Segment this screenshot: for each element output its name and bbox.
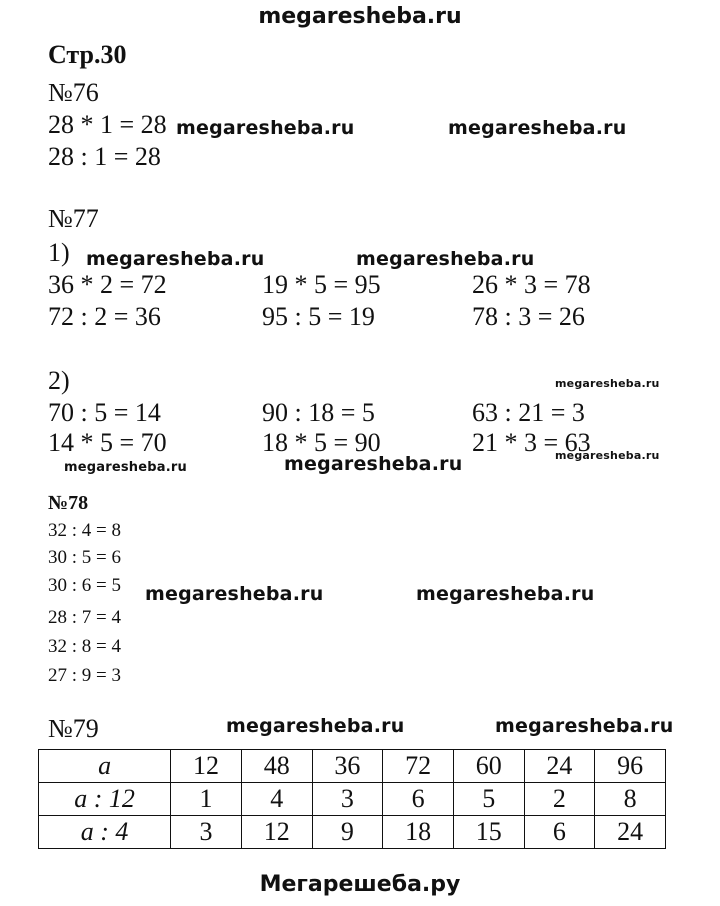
table-cell: 60: [453, 750, 524, 783]
problem-78-number: №78: [48, 492, 89, 514]
watermark: megaresheba.ru: [448, 117, 627, 139]
row-header: a: [39, 750, 171, 783]
table-cell: 15: [453, 816, 524, 849]
problem-77-1-col3-line2: 78 : 3 = 26: [472, 302, 585, 331]
problem-77-2-col2-line1: 90 : 18 = 5: [262, 398, 375, 427]
problem-77-1-col2-line1: 19 * 5 = 95: [262, 270, 381, 299]
problem-76-number: №76: [48, 78, 99, 107]
problem-78-line-2: 30 : 5 = 6: [48, 547, 121, 568]
table-cell: 6: [524, 816, 595, 849]
row-header: a : 12: [39, 783, 171, 816]
problem-77-part-2-label: 2): [48, 366, 70, 395]
problem-77-number: №77: [48, 204, 99, 233]
site-header: megaresheba.ru: [258, 4, 462, 29]
problem-78-line-6: 27 : 9 = 3: [48, 665, 121, 686]
table-cell: 12: [241, 816, 312, 849]
table-row: [39, 816, 666, 849]
watermark: megaresheba.ru: [555, 449, 660, 462]
watermark: megaresheba.ru: [356, 248, 535, 270]
table-cell: 12: [171, 750, 242, 783]
table-cell: 18: [383, 816, 454, 849]
problem-76-line-2: 28 : 1 = 28: [48, 142, 161, 171]
problem-78-line-1: 32 : 4 = 8: [48, 520, 121, 541]
problem-77-part-1-label: 1): [48, 238, 70, 267]
table-cell: 72: [383, 750, 454, 783]
table-cell: 9: [312, 816, 383, 849]
watermark: megaresheba.ru: [284, 453, 463, 475]
problem-78-line-3: 30 : 6 = 5: [48, 575, 121, 596]
table-cell: 24: [595, 816, 666, 849]
problem-77-2-col3-line1: 63 : 21 = 3: [472, 398, 585, 427]
problem-79-table: [38, 749, 666, 849]
watermark: megaresheba.ru: [226, 715, 405, 737]
watermark: megaresheba.ru: [416, 583, 595, 605]
table-cell: 36: [312, 750, 383, 783]
problem-77-1-col1-line2: 72 : 2 = 36: [48, 302, 161, 331]
table-cell: 24: [524, 750, 595, 783]
page-title: Стр.30: [48, 40, 127, 69]
table-cell: 2: [524, 783, 595, 816]
watermark: megaresheba.ru: [495, 715, 674, 737]
watermark: megaresheba.ru: [145, 583, 324, 605]
problem-79-number: №79: [48, 714, 99, 743]
table-cell: 3: [171, 816, 242, 849]
table-cell: 96: [595, 750, 666, 783]
table-cell: 6: [383, 783, 454, 816]
problem-78-line-4: 28 : 7 = 4: [48, 607, 121, 628]
table-cell: 8: [595, 783, 666, 816]
problem-77-2-col2-line2: 18 * 5 = 90: [262, 428, 381, 457]
table-row: [39, 783, 666, 816]
table-cell: 5: [453, 783, 524, 816]
problem-77-2-col1-line1: 70 : 5 = 14: [48, 398, 161, 427]
problem-77-1-col3-line1: 26 * 3 = 78: [472, 270, 591, 299]
site-footer: Мегарешеба.ру: [259, 872, 461, 897]
table-row: [39, 750, 666, 783]
problem-77-1-col1-line1: 36 * 2 = 72: [48, 270, 167, 299]
watermark: megaresheba.ru: [86, 248, 265, 270]
watermark: megaresheba.ru: [176, 117, 355, 139]
table-cell: 48: [241, 750, 312, 783]
problem-77-1-col2-line2: 95 : 5 = 19: [262, 302, 375, 331]
table-cell: 3: [312, 783, 383, 816]
row-header: a : 4: [39, 816, 171, 849]
problem-77-2-col3-line2: 21 * 3 = 63: [472, 428, 591, 457]
problem-78-line-5: 32 : 8 = 4: [48, 636, 121, 657]
table-cell: 1: [171, 783, 242, 816]
watermark: megaresheba.ru: [64, 460, 187, 475]
problem-76-line-1: 28 * 1 = 28: [48, 110, 167, 139]
watermark: megaresheba.ru: [555, 377, 660, 390]
problem-77-2-col1-line2: 14 * 5 = 70: [48, 428, 167, 457]
table-cell: 4: [241, 783, 312, 816]
